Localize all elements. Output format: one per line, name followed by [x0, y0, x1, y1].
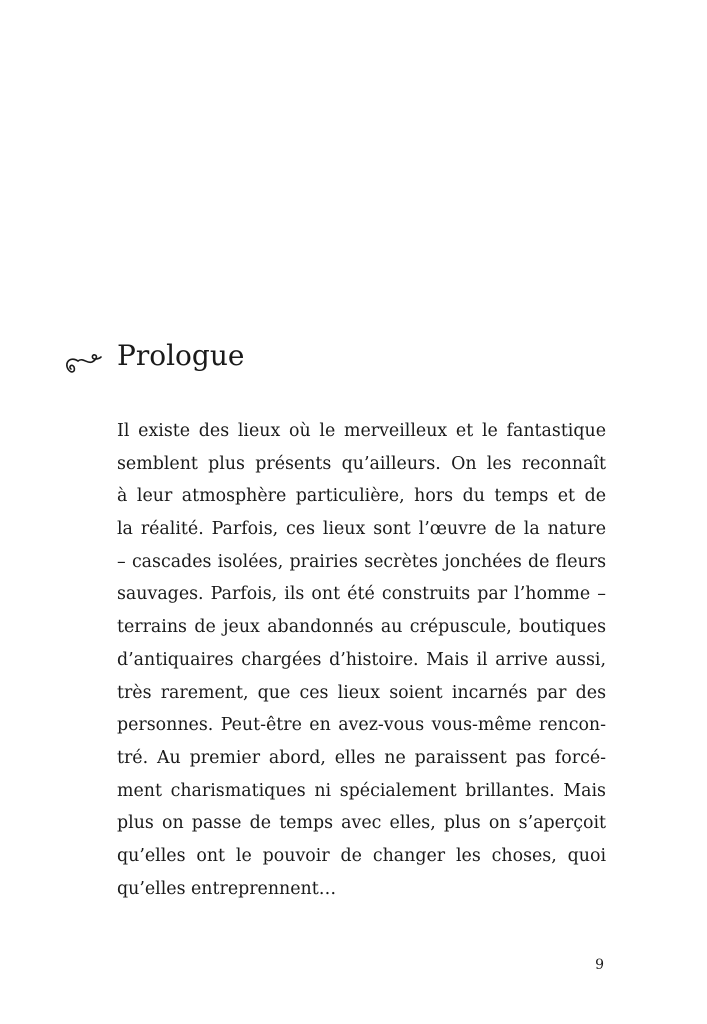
body-line: très rarement, que ces lieux soient incarnés par des: [117, 682, 606, 703]
body-line: la réalité. Parfois, ces lieux sont l’œuvre de la nature: [117, 519, 606, 540]
page-number: 9: [595, 957, 604, 973]
body-line: à leur atmosphère particulière, hors du temps et de: [117, 486, 606, 507]
prologue-body: [117, 415, 606, 905]
body-line: sauvages. Parfois, ils ont été construits par l’homme –: [117, 584, 606, 605]
body-line: terrains de jeux abandonnés au crépuscule, boutiques: [117, 617, 606, 638]
body-line: qu’elles entreprennent…: [117, 878, 337, 899]
body-line: semblent plus présents qu’ailleurs. On les reconnaît: [117, 453, 606, 474]
chapter-title: Prologue: [117, 339, 245, 372]
body-line: Il existe des lieux où le merveilleux et le fantastique: [117, 421, 606, 441]
body-line: plus on passe de temps avec elles, plus on s’aperçoit: [117, 813, 606, 834]
body-line: ment charismatiques ni spécialement brillantes. Mais: [117, 780, 606, 801]
body-line: qu’elles ont le pouvoir de changer les choses, quoi: [117, 845, 606, 866]
body-line: – cascades isolées, prairies secrètes jonchées de fleurs: [117, 551, 606, 572]
swash-flourish-icon: [62, 352, 104, 380]
body-line: personnes. Peut-être en avez-vous vous-même rencon-: [117, 715, 606, 736]
body-line: d’antiquaires chargées d’histoire. Mais il arrive aussi,: [117, 649, 606, 670]
body-line: tré. Au premier abord, elles ne paraissent pas forcé-: [117, 747, 606, 768]
